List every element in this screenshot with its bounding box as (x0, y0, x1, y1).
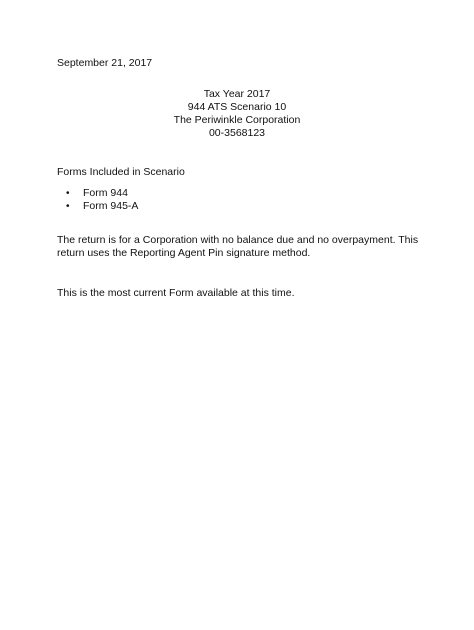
form-item-label: Form 945-A (83, 200, 139, 212)
company-name-line: The Periwinkle Corporation (173, 114, 301, 126)
bullet-icon: • (66, 188, 70, 199)
tax-year-line: Tax Year 2017 (203, 88, 271, 100)
availability-paragraph: This is the most current Form available at this time. (57, 287, 295, 299)
bullet-icon: • (66, 201, 70, 212)
forms-section-title: Forms Included in Scenario (57, 166, 185, 178)
forms-list (66, 187, 138, 213)
scenario-line: 944 ATS Scenario 10 (187, 101, 287, 113)
list-item (66, 200, 138, 213)
document-date: September 21, 2017 (57, 57, 153, 69)
list-item (66, 187, 138, 200)
form-item-label: Form 944 (83, 187, 128, 199)
return-description-paragraph: The return is for a Corporation with no balance due and no overpayment. This return uses the Reporting Agent Pin signature method. (57, 234, 419, 259)
ein-line: 00-3568123 (208, 127, 266, 139)
scenario-header (0, 88, 474, 140)
